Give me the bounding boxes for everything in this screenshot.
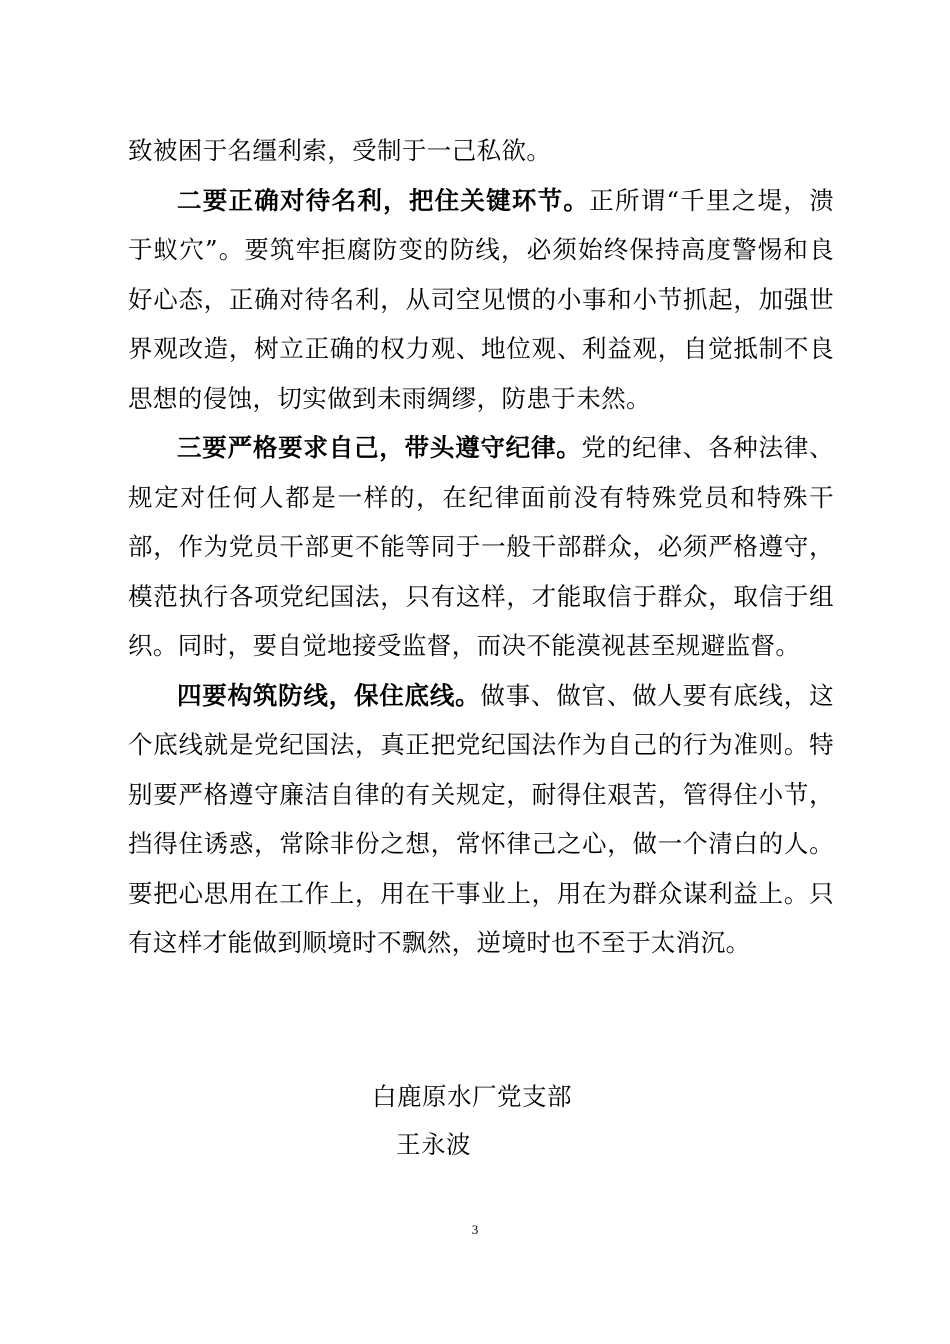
paragraph-text: 党的纪律、各种法律、规定对任何人都是一样的，在纪律面前没有特殊党员和特殊干部，作为党员干部更不能等同于一般干部群众，必须严格遵守，模范执行各项党纪国法，只有这样，才能取信于群众，取信于组织。同时，要自觉地接受监督，而决不能漠视甚至规避监督。: [128, 433, 834, 660]
paragraph-text: 做事、做官、做人要有底线，这个底线就是党纪国法，真正把党纪国法作为自己的行为准则。特别要严格遵守廉洁自律的有关规定，耐得住艰苦，管得住小节，挡得住诱惑，常除非份之想，常怀律己之心，做一个清白的人。要把心思用在工作上，用在干事业上，用在为群众谋利益上。只有这样才能做到顺境时不飘然，逆境时也不至于太消沉。: [128, 680, 834, 957]
paragraph-text: 正所谓“千里之堤，溃于蚁穴”。要筑牢拒腐防变的防线，必须始终保持高度警惕和良好心态，正确对待名利，从司空见惯的小事和小节抓起，加强世界观改造，树立正确的权力观、地位观、利益观，自觉抵制不良思想的侵蚀，切实做到未雨绸缪，防患于未然。: [128, 185, 834, 413]
paragraph-lead: 四要构筑防线，保住底线。: [177, 680, 481, 710]
signature-organization: 白鹿原水厂党支部: [372, 1082, 572, 1111]
signature-name: 王永波: [396, 1130, 471, 1159]
paragraph-continuation: [128, 126, 834, 176]
page-number: 3: [471, 1222, 479, 1237]
paragraph-point-four: [128, 671, 834, 968]
paragraph-point-two: [128, 176, 834, 424]
paragraph-text: 致被困于名缰利索，受制于一己私欲。: [128, 136, 552, 165]
paragraph-lead: 二要正确对待名利，把住关键环节。: [177, 185, 590, 215]
paragraph-point-three: [128, 423, 834, 671]
document-body: [128, 126, 834, 968]
paragraph-lead: 三要严格要求自己，带头遵守纪律。: [177, 433, 582, 462]
